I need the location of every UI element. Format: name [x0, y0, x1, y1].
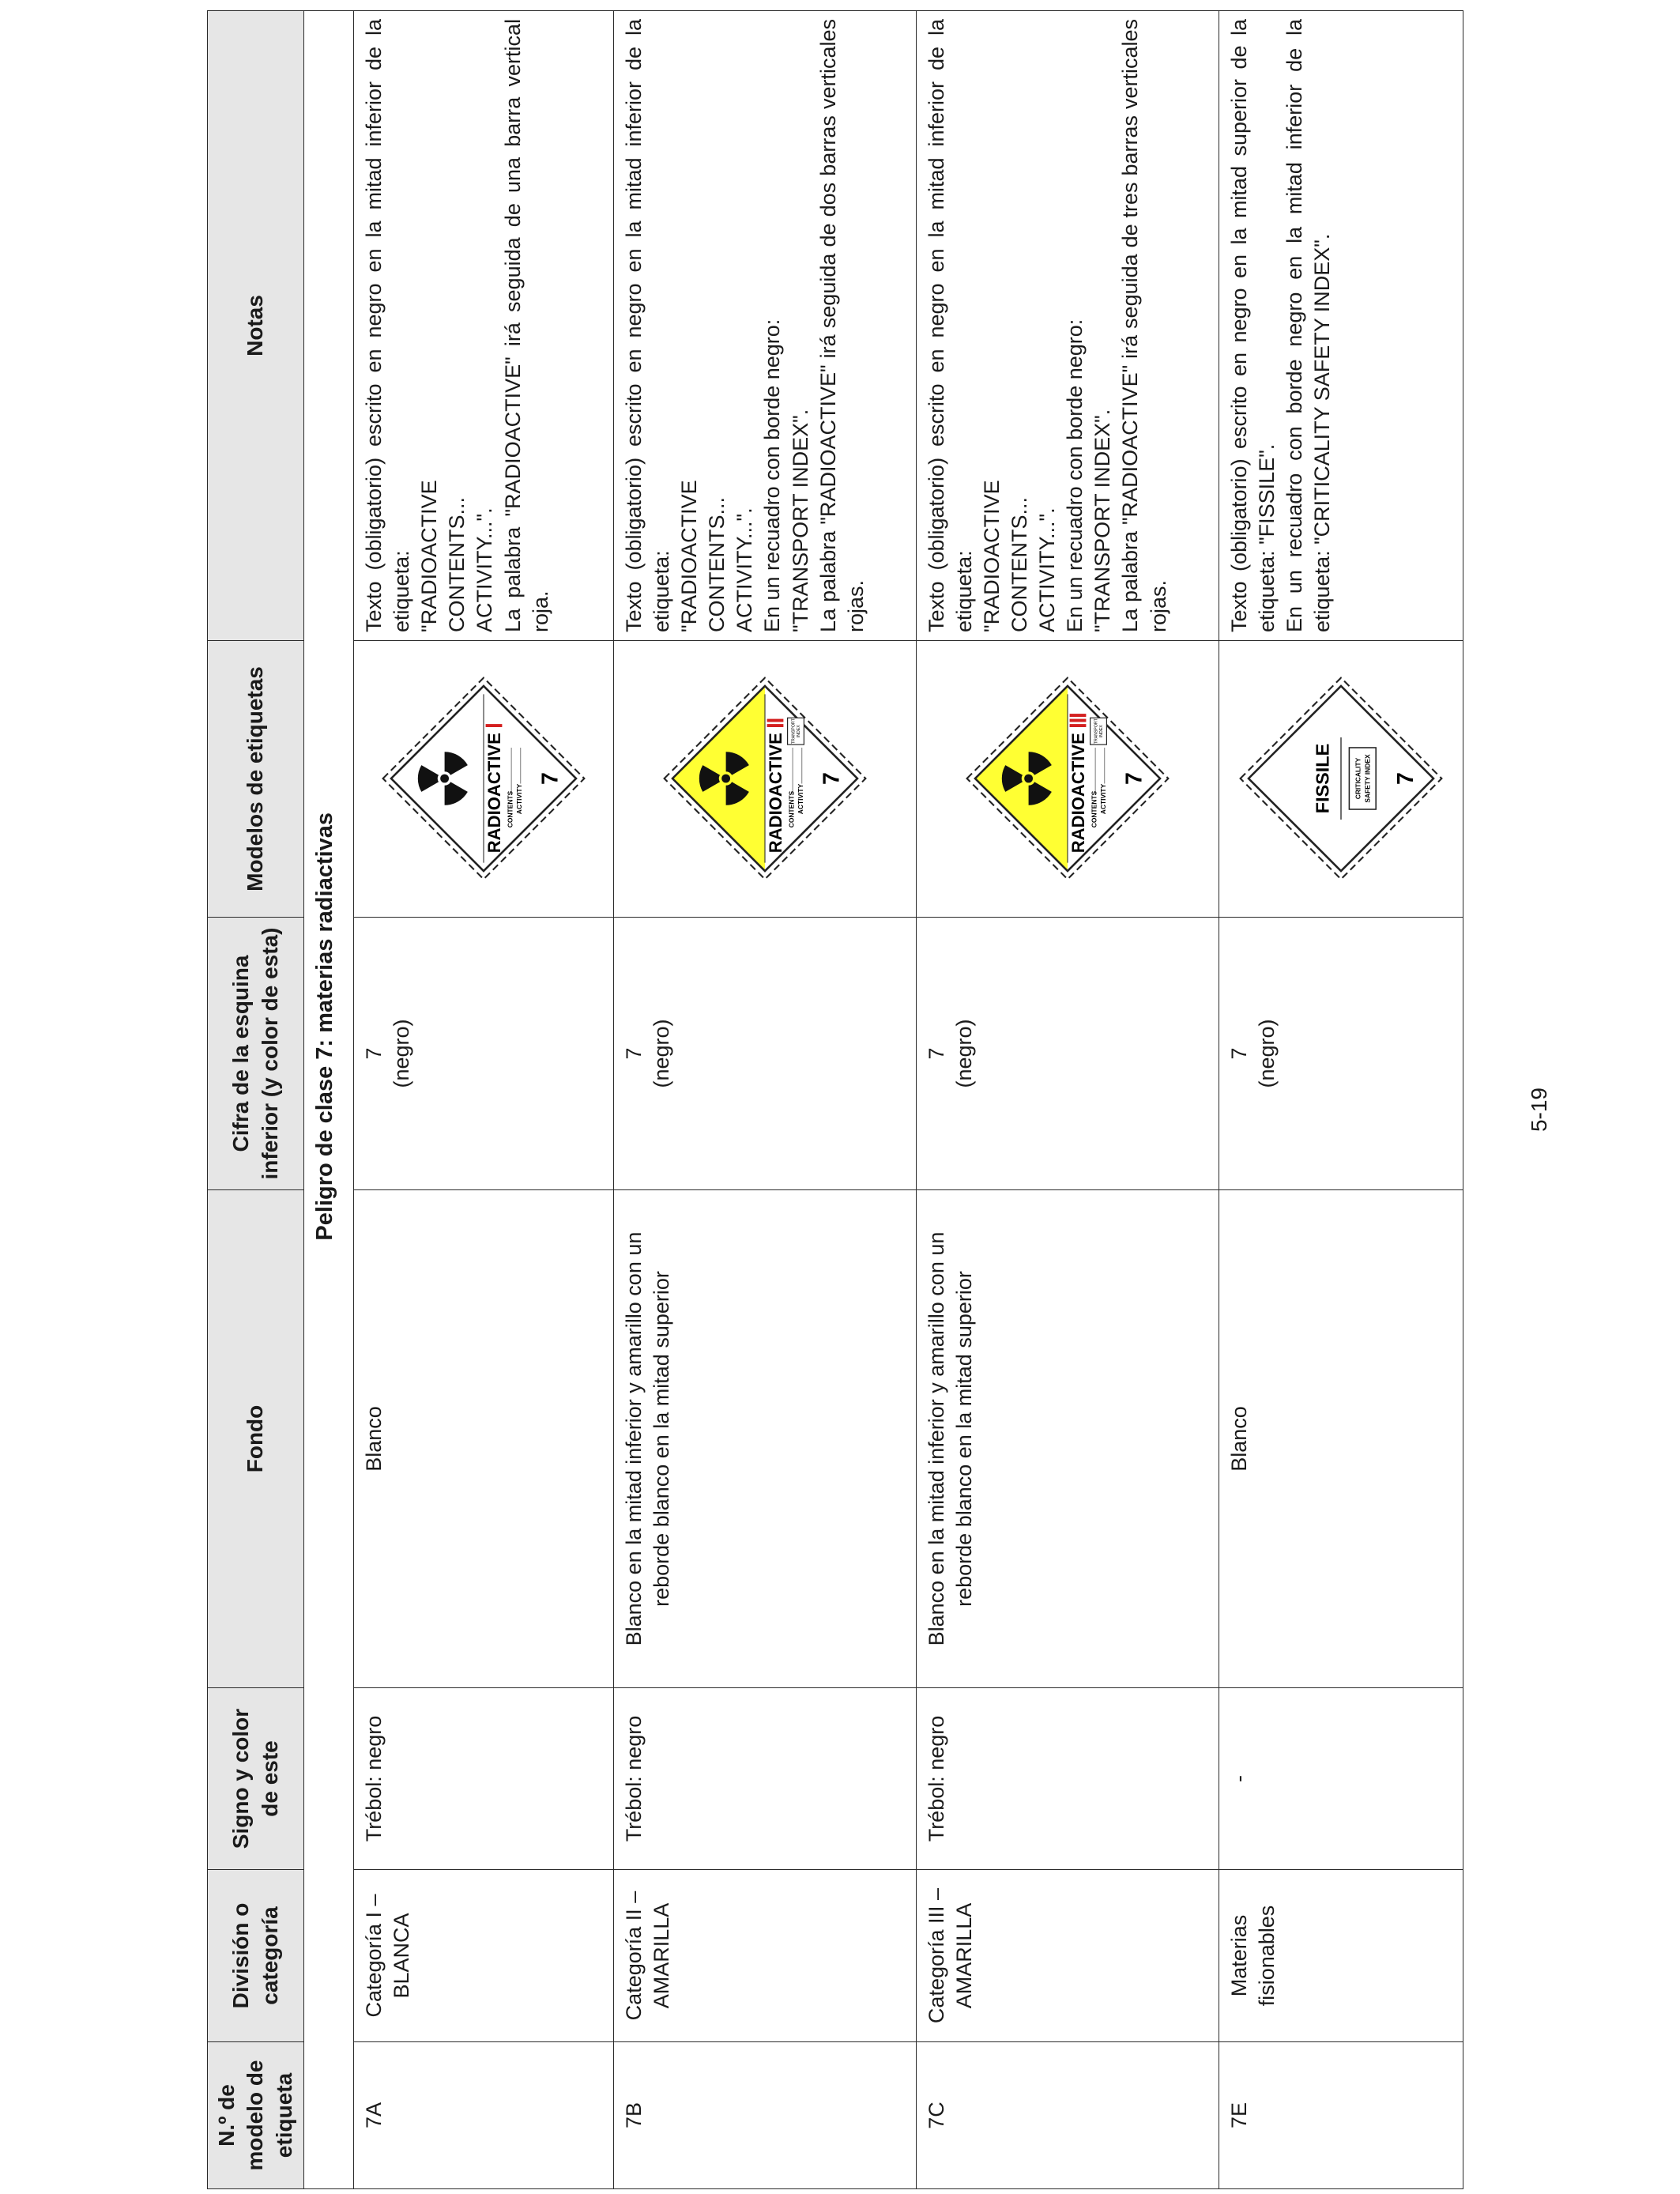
- cell-background: Blanco en la mitad inferior y amarillo con un reborde blanco en la mitad superior: [613, 1190, 916, 1688]
- label-roman: I: [381, 881, 382, 882]
- table-row: [1219, 11, 1463, 2189]
- label-ti-text: TRANSPORT: [791, 718, 797, 745]
- header-symbol: Signo y color de este: [208, 1688, 304, 1870]
- label-roman: III: [964, 880, 966, 882]
- cell-background: Blanco: [1219, 1190, 1463, 1688]
- cell-notes: Texto (obligatorio) escrito en negro en la mitad superior de la etiqueta: "FISSILE". En un recuadro con borde negro en la mitad inferior de la etiqueta: "CRITICALITY SAFETY INDEX".: [1219, 11, 1463, 641]
- table-row: [613, 11, 916, 2189]
- cell-symbol: -: [1219, 1688, 1463, 1870]
- cell-corner-figure: [1219, 918, 1463, 1190]
- corner-color: (negro): [650, 1019, 674, 1088]
- header-corner-figure: Cifra de la esquina inferior (y color de esta): [208, 918, 304, 1190]
- section-row: [304, 11, 354, 2189]
- label-contents: CONTENTS: [787, 791, 796, 828]
- header-division: División o categoría: [208, 1870, 304, 2042]
- label-main-text: FISSILE: [1312, 744, 1333, 814]
- section-title: Peligro de clase 7: materias radiactivas: [304, 11, 354, 2042]
- label-activity: ACTIVITY: [796, 784, 804, 815]
- hazard-label-2: [965, 677, 1170, 882]
- label-csi-text-2: SAFETY INDEX: [1363, 754, 1372, 804]
- hazard-label-3: [1238, 677, 1444, 882]
- label-number: 7: [819, 772, 845, 786]
- cell-model: 7E: [1219, 2042, 1463, 2189]
- cell-symbol: Trébol: negro: [613, 1688, 916, 1870]
- cell-label-model: [1219, 641, 1463, 918]
- table-row: [354, 11, 614, 2189]
- cell-background: Blanco: [354, 1190, 614, 1688]
- corner-color: (negro): [390, 1019, 414, 1088]
- corner-number: 7: [1226, 1047, 1251, 1060]
- page-number: 5-19: [1527, 1087, 1551, 1133]
- label-ti-text-2: INDEX: [797, 725, 802, 738]
- cell-division: Materias fisionables: [1219, 1870, 1463, 2042]
- cell-label-model: [613, 641, 916, 918]
- corner-number: 7: [924, 1047, 948, 1060]
- label-main-text: RADIOACTIVE: [484, 733, 504, 854]
- label-csi-text: CRITICALITY: [1354, 758, 1362, 800]
- hazard-label-1: [662, 677, 868, 882]
- label-roman: II: [661, 881, 663, 882]
- cell-corner-figure: [916, 918, 1219, 1190]
- cell-corner-figure: [613, 918, 916, 1190]
- corner-color: (negro): [951, 1019, 976, 1088]
- label-number: 7: [537, 772, 563, 786]
- cell-corner-figure: [354, 918, 614, 1190]
- cell-model: 7B: [613, 2042, 916, 2189]
- header-model-no: N.º de modelo de etiqueta: [208, 2042, 304, 2189]
- cell-notes: Texto (obligatorio) escrito en negro en la mitad inferior de la etiqueta: "RADIOACTIVE CONTENTS... ACTIVITY...". En un recuadro con borde negro: "TRANSPORT INDEX". La palabra "RADIOACTIVE" irá seguida de dos barras verticales rojas.: [613, 11, 916, 641]
- corner-color: (negro): [1254, 1019, 1279, 1088]
- header-notes: Notas: [208, 11, 304, 641]
- cell-symbol: Trébol: negro: [916, 1688, 1219, 1870]
- cell-model: 7A: [354, 2042, 614, 2189]
- labels-table: [207, 10, 1463, 2189]
- label-number: 7: [1392, 772, 1418, 786]
- cell-model: 7C: [916, 2042, 1219, 2189]
- hazard-label-0: [381, 677, 586, 882]
- cell-division: Categoría II – AMARILLA: [613, 1870, 916, 2042]
- label-number: 7: [1121, 772, 1147, 786]
- table-row: [916, 11, 1219, 2189]
- header-label-models: Modelos de etiquetas: [208, 641, 304, 918]
- label-contents: CONTENTS: [1090, 791, 1098, 828]
- label-ti-text: TRANSPORT: [1094, 718, 1099, 745]
- cell-background: Blanco en la mitad inferior y amarillo con un reborde blanco en la mitad superior: [916, 1190, 1219, 1688]
- cell-division: Categoría III – AMARILLA: [916, 1870, 1219, 2042]
- cell-label-model: [916, 641, 1219, 918]
- label-activity: ACTIVITY: [1098, 784, 1107, 815]
- label-main-text: RADIOACTIVE: [1068, 733, 1088, 854]
- label-activity: ACTIVITY: [515, 784, 524, 815]
- header-row: [208, 11, 304, 2189]
- corner-number: 7: [621, 1047, 646, 1060]
- cell-notes: Texto (obligatorio) escrito en negro en la mitad inferior de la etiqueta: "RADIOACTIVE CONTENTS... ACTIVITY...". La palabra "RADIOACTIVE" irá seguida de una barra vertical roja.: [354, 11, 614, 641]
- label-main-text: RADIOACTIVE: [765, 733, 785, 854]
- cell-division: Categoría I – BLANCA: [354, 1870, 614, 2042]
- cell-label-model: [354, 641, 614, 918]
- cell-notes: Texto (obligatorio) escrito en negro en la mitad inferior de la etiqueta: "RADIOACTIVE CONTENTS... ACTIVITY...". En un recuadro con borde negro: "TRANSPORT INDEX". La palabra "RADIOACTIVE" irá seguida de tres barras verticales rojas.: [916, 11, 1219, 641]
- header-background: Fondo: [208, 1190, 304, 1688]
- corner-number: 7: [362, 1047, 386, 1060]
- label-contents: CONTENTS: [506, 791, 514, 828]
- cell-symbol: Trébol: negro: [354, 1688, 614, 1870]
- label-ti-text-2: INDEX: [1098, 725, 1104, 738]
